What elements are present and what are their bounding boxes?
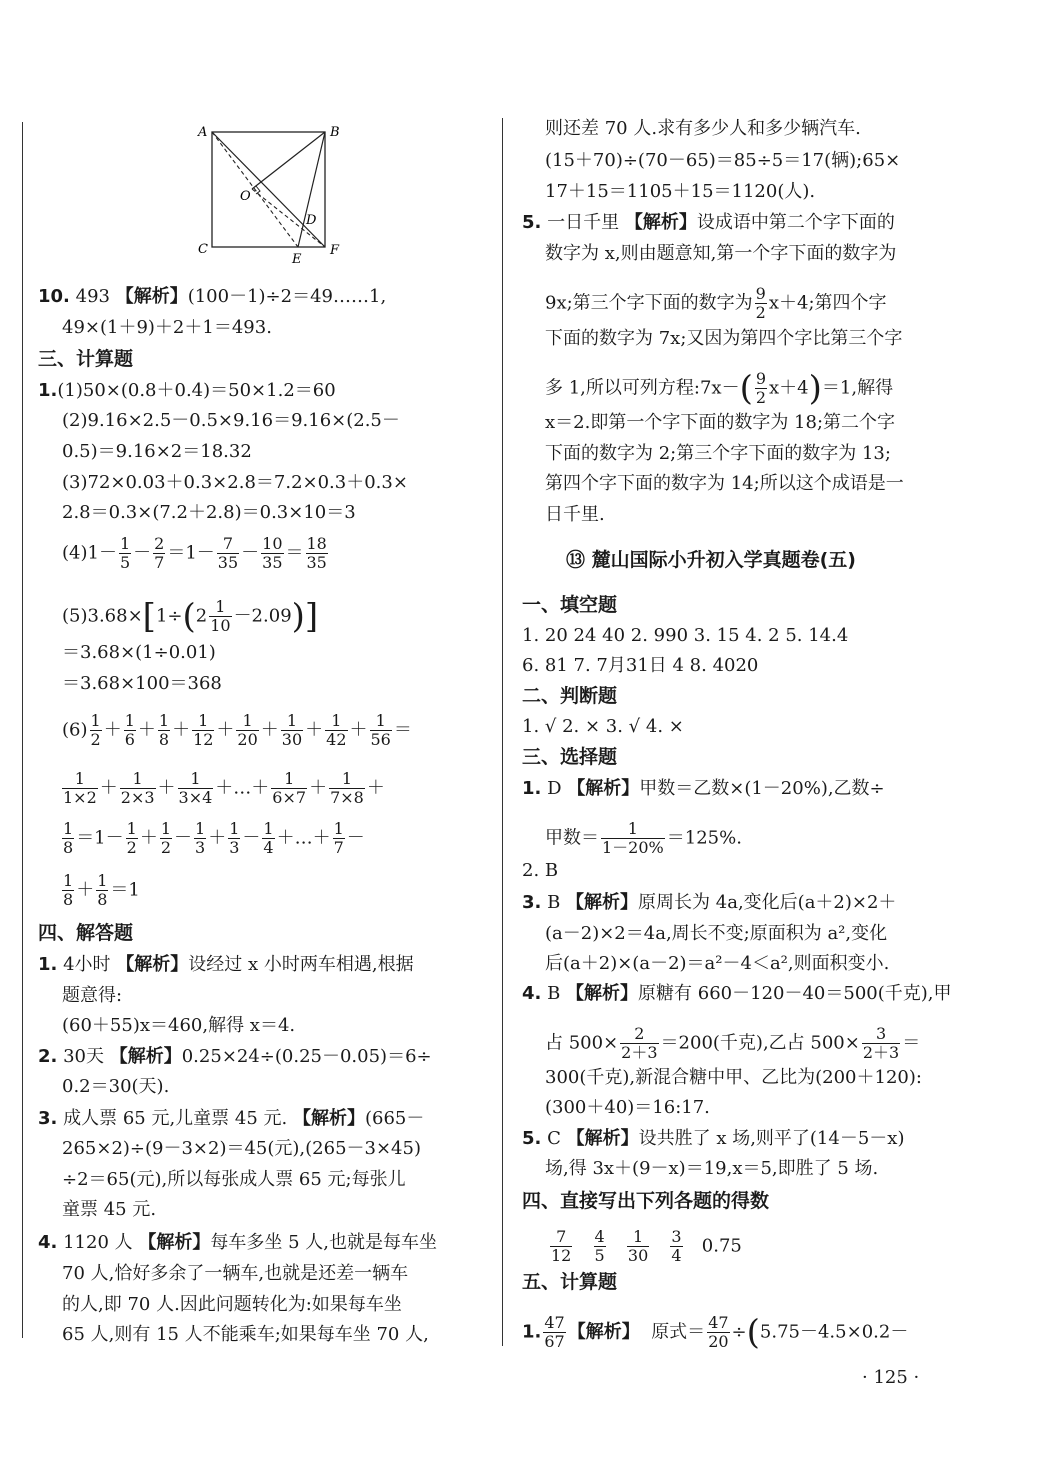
frac-1-2: $\frac{1}{2}$: [126, 819, 137, 857]
calc6-line3: $\frac{1}{8}$ ＝1－ $\frac{1}{2}$ ＋ $\frac{1}{2}$ － $\frac{1}{3}$ ＋ $\frac{1}{3}$ － $\frac{1}{4}$ ＋…＋ $\frac{1}{7}$ －: [63, 819, 365, 857]
direct-heading: 四、直接写出下列各题的得数: [522, 1190, 770, 1212]
ans1-line3: (60＋55)x＝460,解得 x＝4.: [62, 1015, 296, 1036]
ans2-line2: 0.2＝30(天).: [62, 1076, 170, 1097]
calc6-line2: $\frac{1}{1\times 2}$ ＋ $\frac{1}{2\times 3}$ ＋ $\frac{1}{3\times 4}$ ＋…＋ $\frac{1}{6\times 7}$ ＋ $\frac{1}{7\times 8}$ ＋: [63, 769, 385, 807]
frac-1-42: $\frac{1}{42}$: [326, 711, 347, 749]
frac-47-67: $\frac{47}{67}$: [544, 1313, 565, 1351]
x1-line2: 甲数＝ $\frac{1}{1-20\%}$ ＝125%.: [545, 819, 742, 857]
k1-line: 1. $\frac{47}{67}$ 【解析】 原式＝ $\frac{47}{20}$ ÷(5.75－4.5×0.2－: [522, 1312, 909, 1353]
left-margin-rule: [22, 122, 23, 1338]
calc1-line2: (2)9.16×2.5－0.5×9.16＝9.16×(2.5－: [62, 410, 400, 431]
frac-47-20: $\frac{47}{20}$: [708, 1313, 729, 1351]
q5-line5: 多 1,所以可列方程:7x－( $\frac{9}{2}$ x＋4)＝1,解得: [545, 368, 894, 409]
ans2-line1: 2. 30天 【解析】0.25×24÷(0.25－0.05)＝6÷: [38, 1046, 432, 1067]
frac-1-8: $\frac{1}{8}$: [63, 871, 74, 909]
frac-1-1m20: $\frac{1}{1-20\%}$: [602, 819, 664, 857]
frac-1-30: $\frac{1}{30}$: [627, 1227, 649, 1265]
x4-line3: 300(千克),新混合糖中甲、乙比为(200＋120):: [545, 1067, 922, 1088]
x2-line: 2. B: [522, 860, 559, 881]
label-c: C: [198, 242, 208, 257]
r-line3: 17＋15＝1105＋15＝1120(人).: [545, 181, 816, 202]
calc4-line: (4)1－ $\frac{1}{5}$ － $\frac{2}{7}$ ＝1－ $\frac{7}{35}$ － $\frac{10}{35}$ ＝ $\frac{18}{35}$: [62, 534, 327, 572]
frac-1-7x8: $\frac{1}{7\times 8}$: [330, 769, 364, 807]
label-b: B: [330, 125, 340, 140]
ans4-line4: 65 人,则有 15 人不能乘车;如果每车坐 70 人,: [62, 1324, 429, 1345]
x3-line1: 3. B 【解析】原周长为 4a,变化后(a＋2)×2＋: [522, 892, 897, 913]
q5-line6: x＝2.即第一个字下面的数字为 18;第二个字: [545, 412, 896, 433]
q10-line1: 10. 493 【解析】(100－1)÷2＝49……1,: [38, 286, 387, 307]
ans1-line2: 题意得:: [62, 985, 123, 1006]
x3-line3: 后(a＋2)×(a－2)＝a²－4＜a²,则面积变小.: [545, 953, 890, 974]
frac-1-3: $\frac{1}{3}$: [229, 819, 240, 857]
calc1-line3: 0.5)＝9.16×2＝18.32: [62, 441, 252, 462]
r-line1: 则还差 70 人.求有多少人和多少辆汽车.: [545, 118, 861, 139]
label-a: A: [198, 125, 208, 140]
q5-line8: 第四个字下面的数字为 14;所以这个成语是一: [545, 473, 904, 494]
label-e: E: [292, 252, 302, 267]
frac-1-5: $\frac{1}{5}$: [119, 534, 131, 572]
section4-heading: 四、解答题: [38, 922, 134, 944]
q5-line7: 下面的数字为 2;第三个字下面的数字为 13;: [545, 443, 891, 464]
frac-3-2p3: $\frac{3}{2+3}$: [862, 1024, 900, 1062]
ans4-line3: 的人,即 70 人.因此问题转化为:如果每车坐: [62, 1294, 402, 1315]
frac-1-12: $\frac{1}{12}$: [193, 711, 214, 749]
calc1-line1: 1.(1)50×(0.8＋0.4)＝50×1.2＝60: [38, 380, 336, 401]
x5-line1: 5. C 【解析】设共胜了 x 场,则平了(14－5－x): [522, 1128, 905, 1149]
fill-line2: 6. 81 7. 7月31日 4 8. 4020: [522, 655, 759, 676]
calc1-line4: (3)72×0.03＋0.3×2.8＝7.2×0.3＋0.3×: [62, 472, 408, 493]
x3-line2: (a－2)×2＝4a,周长不变;原面积为 a²,变化: [545, 923, 888, 944]
frac-1-1x2: $\frac{1}{1\times 2}$: [63, 769, 97, 807]
ans3-line3: ÷2＝65(元),所以每张成人票 65 元;每张儿: [62, 1169, 406, 1190]
exam-title: ⑬ 麓山国际小升初入学真题卷(五): [566, 549, 856, 571]
frac-7-12: $\frac{7}{12}$: [551, 1227, 572, 1265]
x4-line1: 4. B 【解析】原糖有 660－120－40＝500(千克),甲: [522, 983, 952, 1004]
calc6-line4: $\frac{1}{8}$ ＋ $\frac{1}{8}$ ＝1: [63, 871, 140, 909]
judge-heading: 二、判断题: [522, 685, 618, 707]
frac-1-10: $\frac{1}{10}$: [210, 597, 231, 635]
frac-1-2: $\frac{1}{2}$: [160, 819, 172, 857]
column-divider: [502, 118, 503, 1346]
frac-1-3x4: $\frac{1}{3\times 4}$: [178, 769, 213, 807]
ans1-line1: 1. 4小时 【解析】设经过 x 小时两车相遇,根据: [38, 954, 414, 975]
x4-line4: (300＋40)＝16:17.: [545, 1097, 710, 1118]
frac-2-2p3: $\frac{2}{2+3}$: [621, 1024, 658, 1062]
q10-line2: 49×(1＋9)＋2＋1＝493.: [62, 317, 272, 338]
calc5-line1: (5)3.68×[1÷(2 $\frac{1}{10}$ －2.09)]: [62, 596, 319, 637]
calc-heading: 五、计算题: [522, 1271, 618, 1293]
page-number: · 125 ·: [862, 1367, 920, 1388]
geometry-figure: [190, 120, 350, 270]
frac-7-35: $\frac{7}{35}$: [217, 534, 239, 572]
frac-1-2x3: $\frac{1}{2\times 3}$: [120, 769, 155, 807]
label-d: D: [306, 213, 317, 228]
x1-line1: 1. D 【解析】甲数＝乙数×(1－20%),乙数÷: [522, 778, 885, 799]
frac-9-2: $\frac{9}{2}$: [755, 369, 767, 407]
calc5-line2: ＝3.68×(1÷0.01): [62, 642, 216, 663]
frac-18-35: $\frac{18}{35}$: [306, 534, 327, 572]
frac-4-5: $\frac{4}{5}$: [594, 1227, 605, 1265]
ans3-line2: 265×2)÷(9－3×2)＝45(元),(265－3×45): [62, 1138, 421, 1159]
r-line2: (15＋70)÷(70－65)＝85÷5＝17(辆);65×: [545, 150, 901, 171]
label-o: O: [240, 189, 251, 204]
frac-1-8: $\frac{1}{8}$: [63, 819, 74, 857]
ans3-line4: 童票 45 元.: [62, 1199, 157, 1220]
frac-1-3: $\frac{1}{3}$: [195, 819, 206, 857]
frac-1-20: $\frac{1}{20}$: [237, 711, 258, 749]
frac-10-35: $\frac{10}{35}$: [262, 534, 283, 572]
q5-line2: 数字为 x,则由题意知,第一个字下面的数字为: [545, 243, 897, 264]
frac-1-56: $\frac{1}{56}$: [370, 711, 391, 749]
ans3-line1: 3. 成人票 65 元,儿童票 45 元. 【解析】(665－: [38, 1108, 425, 1129]
fill-heading: 一、填空题: [522, 594, 618, 616]
label-f: F: [330, 243, 340, 258]
frac-1-8: $\frac{1}{8}$: [158, 711, 170, 749]
frac-1-8: $\frac{1}{8}$: [97, 871, 108, 909]
calc6-line1: (6) $\frac{1}{2}$ ＋ $\frac{1}{6}$ ＋ $\frac{1}{8}$ ＋ $\frac{1}{12}$ ＋ $\frac{1}{20}$ ＋ $\frac{1}{30}$ ＋ $\frac{1}{42}$ ＋ $\frac{1}{56}$ ＝: [62, 711, 412, 749]
frac-1-2: $\frac{1}{2}$: [90, 711, 101, 749]
frac-1-7: $\frac{1}{7}$: [333, 819, 344, 857]
q5-line9: 日千里.: [545, 504, 605, 525]
ans4-line1: 4. 1120 人 【解析】每车多坐 5 人,也就是每车坐: [38, 1232, 437, 1253]
frac-3-4: $\frac{3}{4}$: [671, 1227, 682, 1265]
calc5-line3: ＝3.68×100＝368: [62, 673, 222, 694]
frac-2-7: $\frac{2}{7}$: [154, 534, 165, 572]
calc1-line5: 2.8＝0.3×(7.2＋2.8)＝0.3×10＝3: [62, 502, 356, 523]
x4-line2: 占 500× $\frac{2}{2+3}$ ＝200(千克),乙占 500× $\frac{3}{2+3}$ ＝: [545, 1024, 921, 1062]
direct-answers: $\frac{7}{12}$ $\frac{4}{5}$ $\frac{1}{30}$ $\frac{3}{4}$ 0.75: [551, 1227, 742, 1265]
q5-line1: 5. 一日千里 【解析】设成语中第二个字下面的: [522, 212, 895, 233]
fill-line1: 1. 20 24 40 2. 990 3. 15 4. 2 5. 14.4: [522, 625, 849, 646]
frac-1-6: $\frac{1}{6}$: [124, 711, 135, 749]
frac-9-2: $\frac{9}{2}$: [755, 284, 766, 322]
x5-line2: 场,得 3x＋(9－x)＝19,x＝5,即胜了 5 场.: [545, 1158, 879, 1179]
choice-heading: 三、选择题: [522, 746, 618, 768]
frac-1-4: $\frac{1}{4}$: [263, 819, 274, 857]
frac-1-30: $\frac{1}{30}$: [281, 711, 303, 749]
judge-line: 1. √ 2. × 3. √ 4. ×: [522, 716, 684, 737]
q5-line3: 9x;第三个字下面的数字为 $\frac{9}{2}$ x＋4;第四个字: [545, 284, 887, 322]
section3-heading: 三、计算题: [38, 348, 134, 370]
q5-line4: 下面的数字为 7x;又因为第四个字比第三个字: [545, 328, 903, 349]
frac-1-6x7: $\frac{1}{6\times 7}$: [272, 769, 307, 807]
ans4-line2: 70 人,恰好多余了一辆车,也就是还差一辆车: [62, 1263, 409, 1284]
